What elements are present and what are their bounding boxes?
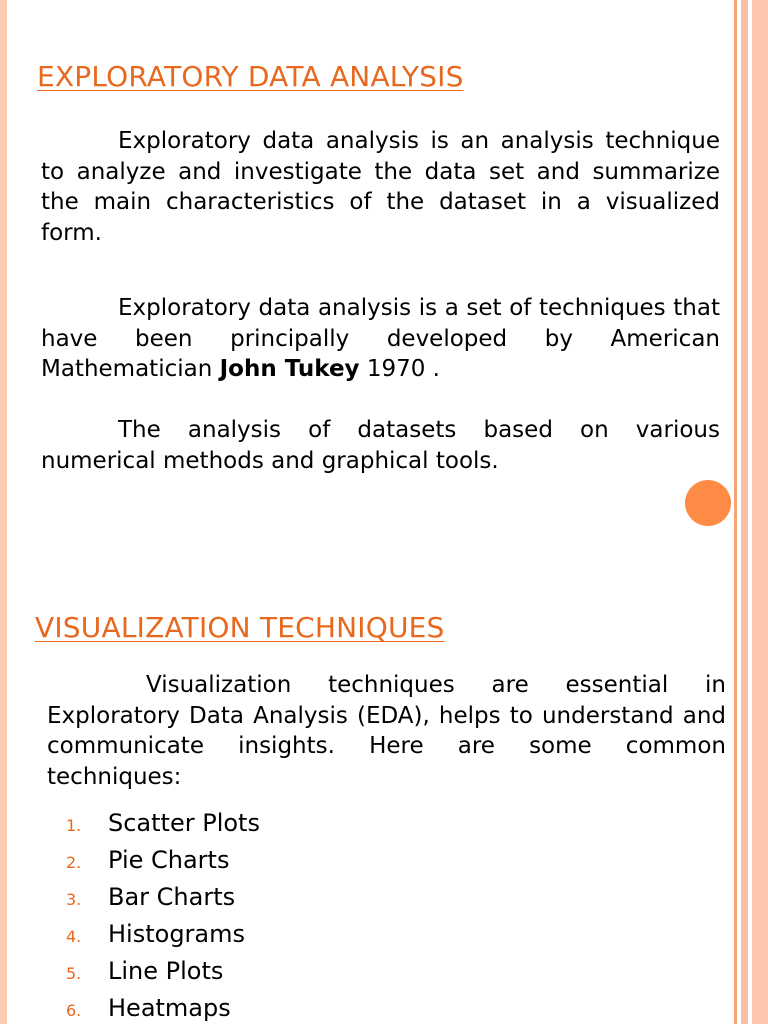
decorative-stripe <box>734 0 737 1024</box>
paragraph: Exploratory data analysis is an analysis technique to analyze and investigate the data set and summarize the main characteristics of the dataset in a visualized form. <box>41 128 720 246</box>
intro-paragraph: Visualization techniques are essential in Exploratory Data Analysis (EDA), helps to understand and communicate insights. Here are some common techniques: <box>47 672 726 790</box>
emphasis-name: John Tukey <box>219 356 360 382</box>
list-number: 1. <box>66 816 82 835</box>
list-number: 4. <box>66 927 82 946</box>
list-item-label: Histograms <box>108 920 246 948</box>
paragraph-text: Exploratory data analysis is a set of techniques that have been principally developed by American Mathematician <box>41 295 720 382</box>
slide-exploratory-data-analysis <box>0 0 734 512</box>
list-item-label: Line Plots <box>108 957 224 985</box>
list-number: 5. <box>66 964 82 983</box>
paragraph: The analysis of datasets based on various numerical methods and graphical tools. <box>41 417 720 474</box>
list-number: 2. <box>66 853 82 872</box>
slide-title: VISUALIZATION TECHNIQUES <box>35 611 445 644</box>
decorative-stripe <box>741 0 748 1024</box>
list-item-label: Scatter Plots <box>108 809 260 837</box>
list-item-label: Pie Charts <box>108 846 230 874</box>
paragraph-text: 1970 . <box>359 356 440 382</box>
list-number: 3. <box>66 890 82 909</box>
paragraph <box>41 293 720 385</box>
decorative-stripe <box>752 0 768 1024</box>
list-item-label: Bar Charts <box>108 883 236 911</box>
list-number: 6. <box>66 1001 82 1020</box>
list-item-label: Heatmaps <box>108 994 231 1022</box>
slide-title: EXPLORATORY DATA ANALYSIS <box>37 60 464 93</box>
